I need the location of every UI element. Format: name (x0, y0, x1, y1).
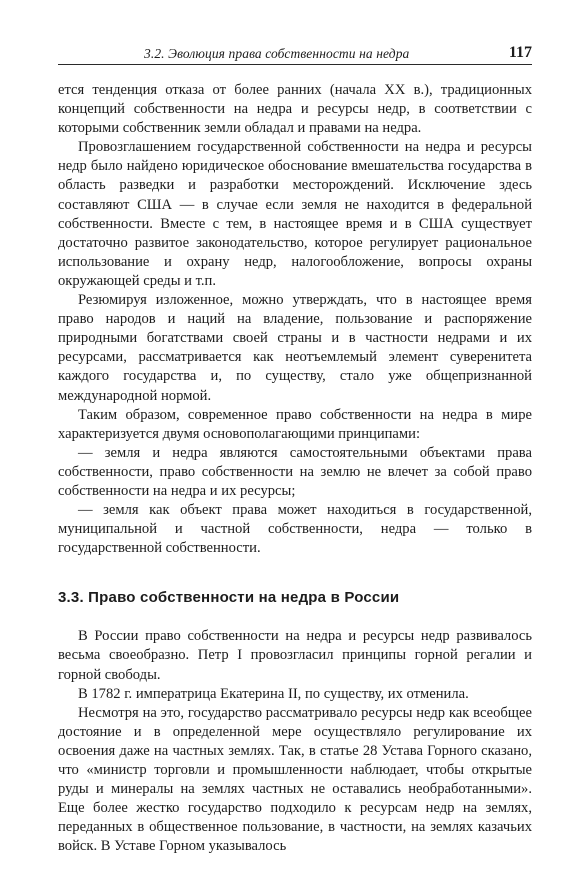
page-number: 117 (508, 44, 532, 61)
body-text-before-section (58, 81, 532, 558)
running-title: 3.2. Эволюция права собственности на недра (144, 46, 410, 61)
paragraph: В России право собственности на недра и ресурсы недр развивалось весьма своеобразно. Петр I провозгласил принципы горной регалии и горной свободы. (58, 628, 532, 683)
paragraph-continuation: ется тенденция отказа от более ранних (начала XX в.), традиционных концепций собственности на недра и ресурсы недр, в соответствии с которыми собственник земли обладал и правами на недра. (58, 82, 532, 137)
paragraph: Резюмируя изложенное, можно утверждать, что в настоящее время право народов и наций на владение, пользование и распоряжение природными богатствами своей страны и в частности недрами и их ресурсами, рассматривается как неотъемлемый элемент суверенитета каждого государства и, по существу, стало уже общепризнанной международной нормой. (58, 292, 532, 404)
paragraph: В 1782 г. императрица Екатерина II, по существу, их отменила. (78, 685, 469, 702)
paragraph: Провозглашением государственной собственности на недра и ресурсы недр было найдено юридическое обоснование вмешательства государства в область разведки и разработки месторождений. Исключение здесь составляют США — в случае если земля не находится в федеральной собственности. Вместе с тем, в настоящее время и в США существует достаточно развитое законодательство, которое регулирует рациональное использование и охрану недр, налогообложение, вопросы охраны окружающей среды и т.п. (58, 139, 532, 289)
running-header (58, 36, 532, 65)
list-item-principle: — земля как объект права может находиться в государственной, муниципальной и частной собственности, недра — только в государственной собственности. (58, 502, 532, 557)
body-text-after-section (58, 627, 532, 856)
section-heading: 3.3. Право собственности на недра в России (58, 589, 400, 607)
paragraph: Несмотря на это, государство рассматривало ресурсы недр как всеобщее достояние и в определенной мере осуществляло регулирование их освоения даже на частных землях. Так, в статье 28 Устава Горного сказано, что «министр торговли и промышленности наблюдает, чтобы открытые руды и минералы на землях частных не оставались необработанными». Еще более жестко государство подходило к ресурсам недр на землях, переданных в общественное пользование, в частности, на землях казачьих войск. В Уставе Горном указывалось (58, 704, 532, 855)
paragraph: Таким образом, современное право собственности на недра в мире характеризуется двумя основополагающими принципами: (58, 406, 532, 442)
book-page (58, 36, 532, 856)
list-item-principle: — земля и недра являются самостоятельными объектами права собственности, право собственности на землю не влечет за собой право собственности на недра и их ресурсы; (58, 444, 532, 499)
